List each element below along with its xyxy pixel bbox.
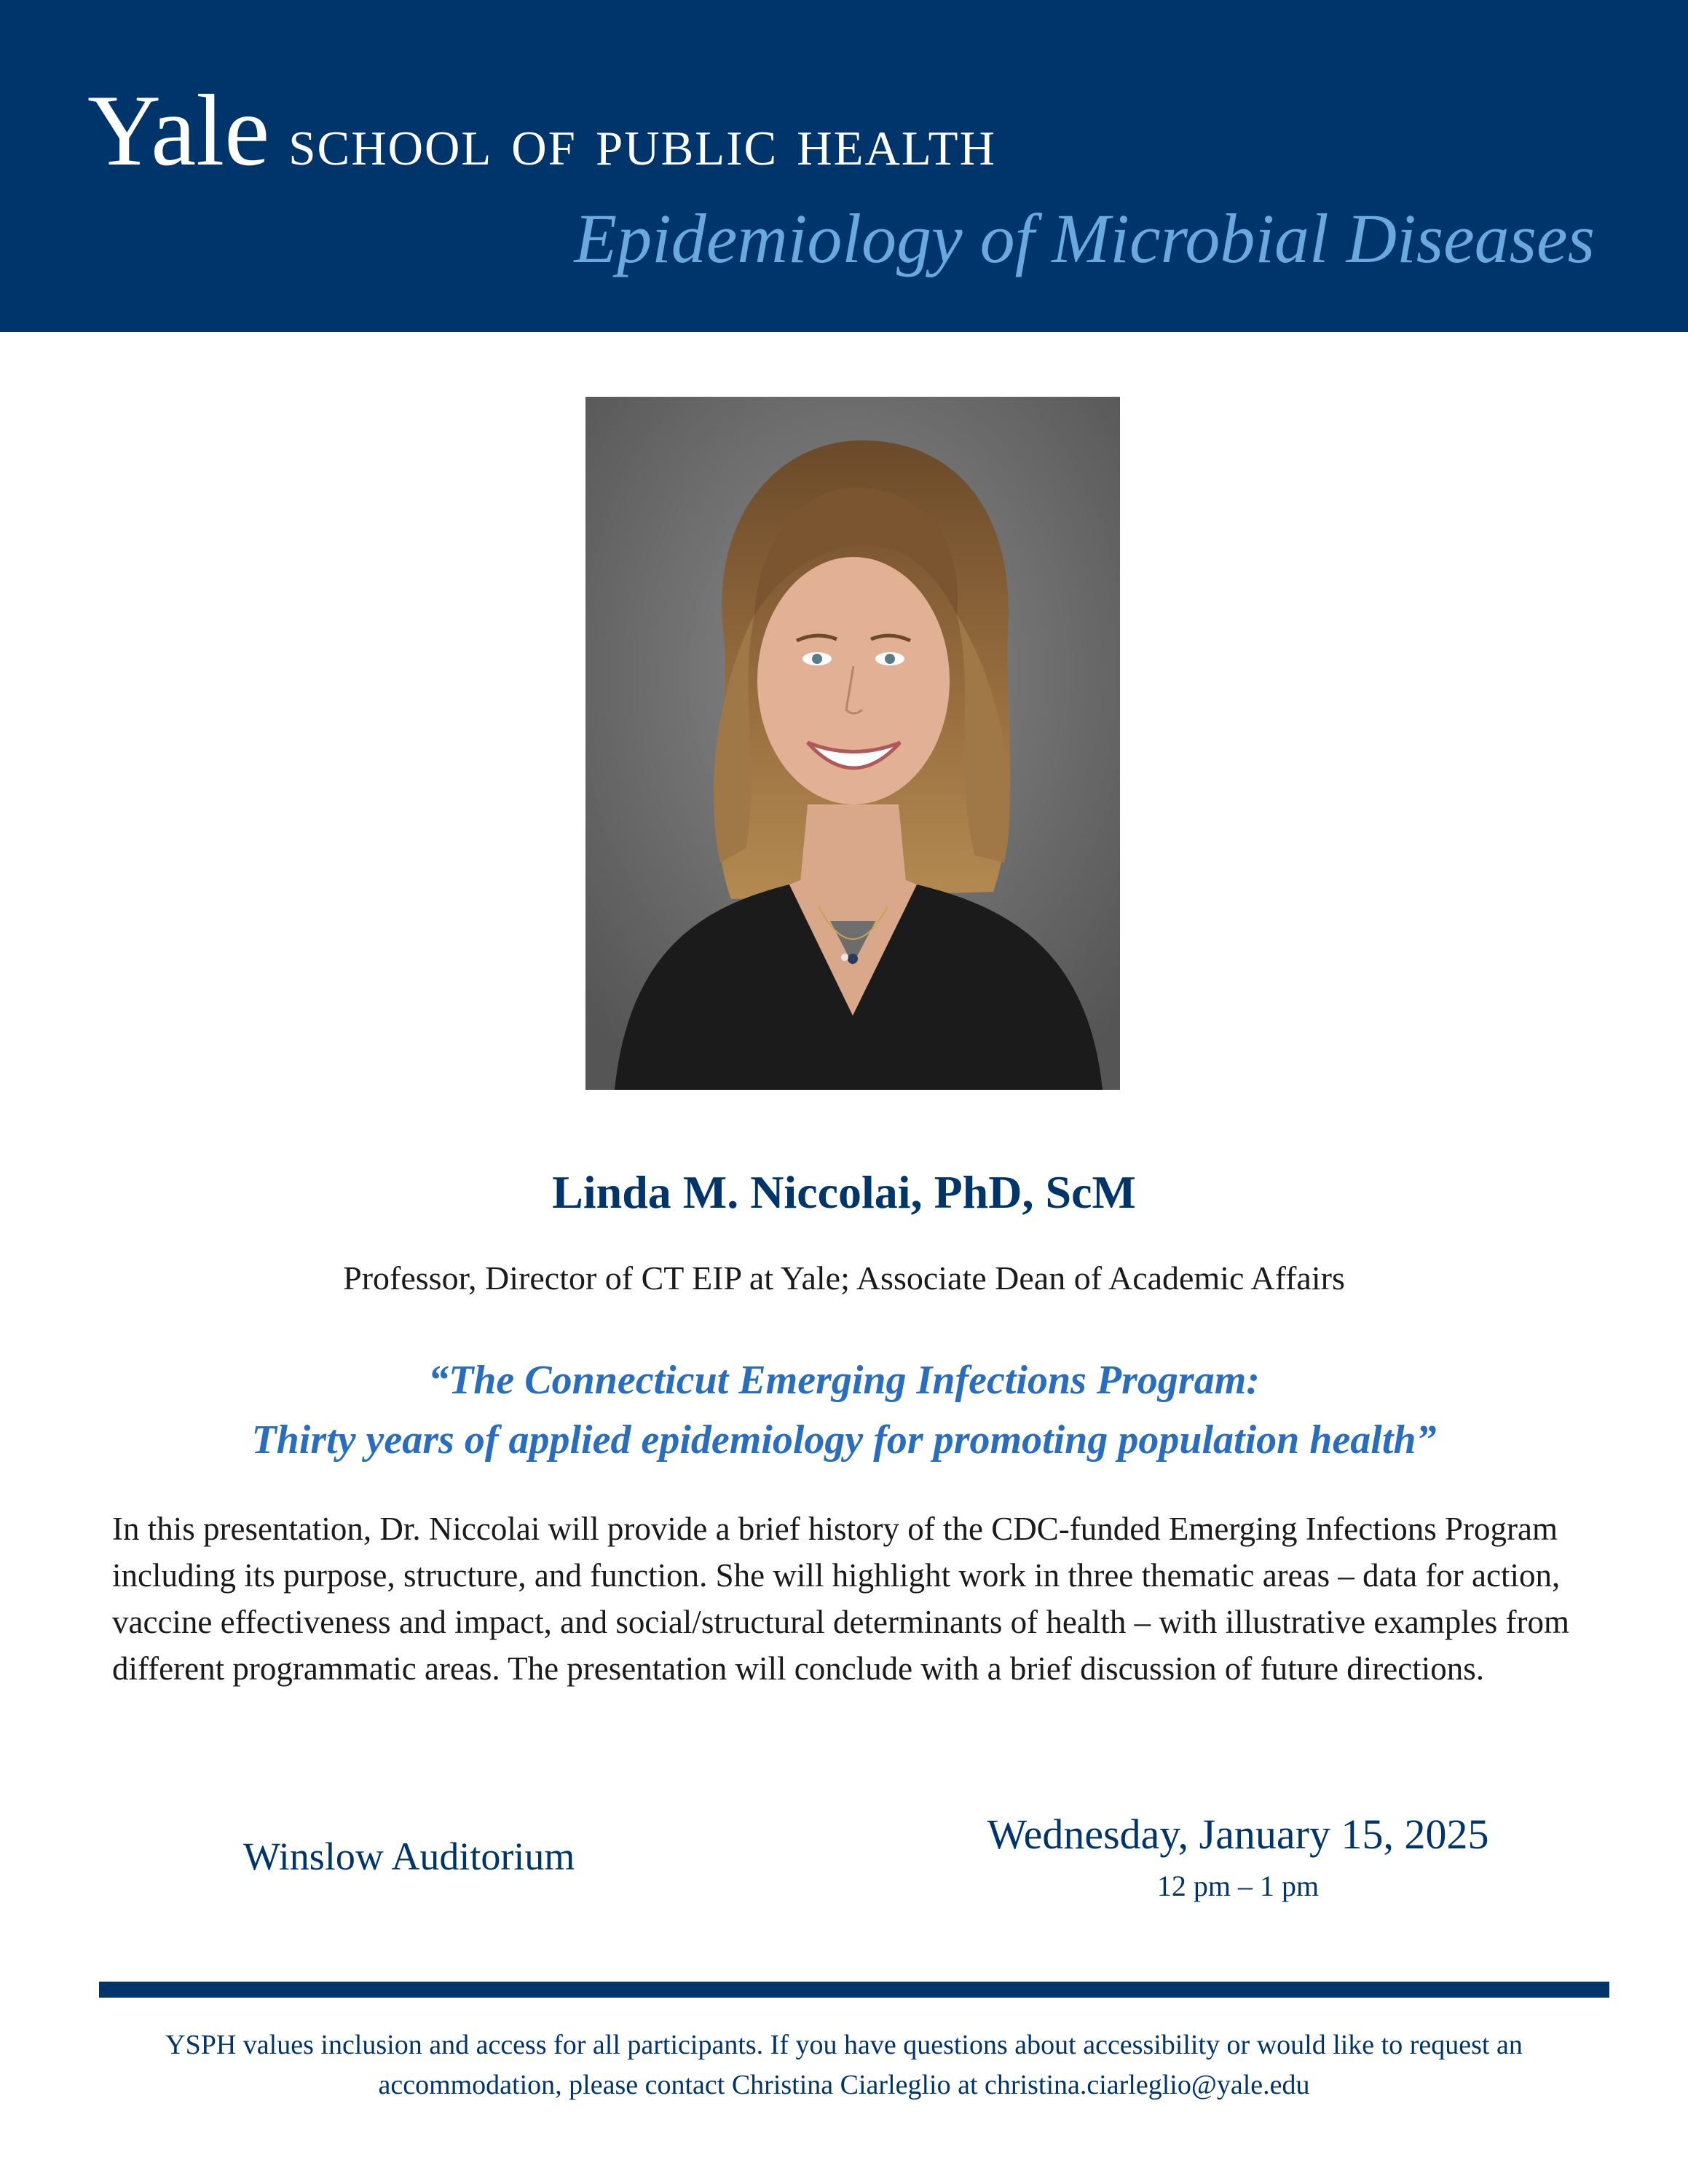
event-date: Wednesday, January 15, 2025	[987, 1811, 1489, 1858]
brand-school: school of public health	[288, 102, 996, 180]
speaker-photo	[585, 397, 1120, 1090]
speaker-title: Professor, Director of CT EIP at Yale; Associate Dean of Academic Affairs	[343, 1259, 1345, 1297]
talk-title-line-1: “The Connecticut Emerging Infections Program:	[428, 1358, 1260, 1403]
brand-yale: Yale	[87, 74, 270, 187]
talk-title-line-2: Thirty years of applied epidemiology for promoting population health”	[251, 1417, 1437, 1463]
speaker-name: Linda M. Niccolai, PhD, ScM	[552, 1166, 1136, 1218]
header-banner	[0, 0, 1688, 332]
talk-title	[0, 1350, 1688, 1470]
school-wordmark	[87, 74, 1609, 187]
accessibility-notice: YSPH values inclusion and access for all participants. If you have questions about accessibility or would like to request an accommodation, please contact Christina Ciarleglio at christina.ciarleglio@yale.edu	[165, 2030, 1523, 2100]
talk-abstract: In this presentation, Dr. Niccolai will provide a brief history of the CDC-funded Emerging Infections Program including its purpose, structure, and function. She will highlight work in three thematic areas – data for action, vaccine effectiveness and impact, and social/structural determinants of health – with illustrative examples from different programmatic areas. The presentation will conclude with a brief discussion of future directions.	[112, 1511, 1569, 1687]
footer-divider	[99, 1982, 1609, 1998]
department-subtitle: Epidemiology of Microbial Diseases	[574, 199, 1595, 277]
event-time: 12 pm – 1 pm	[1156, 1870, 1320, 1902]
event-venue: Winslow Auditorium	[243, 1835, 575, 1878]
speaker-portrait-illustration	[585, 397, 1120, 1090]
